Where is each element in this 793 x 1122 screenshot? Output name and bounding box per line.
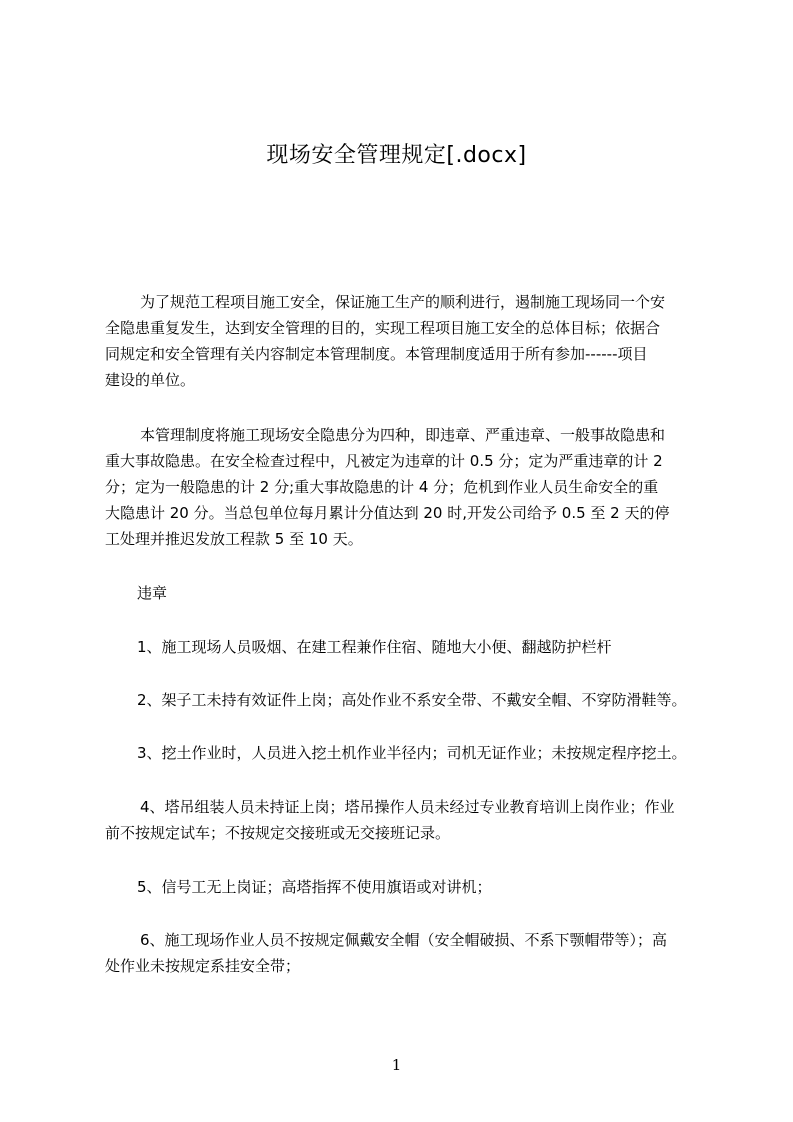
section-heading: 违章 [137, 584, 168, 602]
paragraph-line: 建设的单位。 [105, 371, 196, 389]
violation-item [137, 874, 492, 900]
scoring-paragraph [105, 422, 720, 552]
intro-paragraph [105, 289, 720, 393]
violation-item [105, 927, 667, 979]
violation-item-text: 3、挖土作业时，人员进入挖土机作业半径内；司机无证作业；未按规定程序挖土。 [137, 744, 687, 762]
violation-item-text: 2、架子工未持有效证件上岗；高处作业不系安全带、不戴安全帽、不穿防滑鞋等。 [137, 691, 687, 709]
violation-item-text: 4、塔吊组装人员未持证上岗；塔吊操作人员未经过专业教育培训上岗作业；作业 [140, 798, 675, 816]
violation-item-text: 前不按规定试车；不按规定交接班或无交接班记录。 [105, 824, 451, 842]
document-title: 现场安全管理规定[.docx] [266, 143, 527, 168]
violation-item-text: 1、施工现场人员吸烟、在建工程兼作住宿、随地大小便、翻越防护栏杆 [137, 638, 612, 656]
paragraph-line: 同规定和安全管理有关内容制定本管理制度。本管理制度适用于所有参加------项目 [105, 345, 648, 363]
violation-item [137, 740, 687, 766]
page-number: 1 [391, 1056, 402, 1074]
paragraph-line: 重大事故隐患。在安全检查过程中，凡被定为违章的计 0.5 分；定为严重违章的计 2 [105, 452, 663, 470]
violation-item-text: 6、施工现场作业人员不按规定佩戴安全帽（安全帽破损、不系下颚帽带等）；高 [140, 931, 668, 949]
violation-item-text: 5、信号工无上岗证；高塔指挥不使用旗语或对讲机； [137, 878, 492, 896]
paragraph-line: 全隐患重复发生，达到安全管理的目的，实现工程项目施工安全的总体目标；依据合 [105, 319, 661, 337]
paragraph-line: 大隐患计 20 分。当总包单位每月累计分值达到 20 时,开发公司给予 0.5 至 2 天的停 [105, 504, 670, 522]
violation-item [105, 794, 675, 846]
paragraph-line: 本管理制度将施工现场安全隐患分为四种，即违章、严重违章、一般事故隐患和 [140, 426, 666, 444]
violation-item [137, 687, 687, 713]
violation-item [137, 634, 612, 660]
paragraph-line: 为了规范工程项目施工安全，保证施工生产的顺利进行，遏制施工现场同一个安 [140, 293, 666, 311]
paragraph-line: 分；定为一般隐患的计 2 分;重大事故隐患的计 4 分；危机到作业人员生命安全的重 [105, 478, 659, 496]
violation-item-text: 处作业未按规定系挂安全带； [105, 957, 301, 975]
paragraph-line: 工处理并推迟发放工程款 5 至 10 天。 [105, 530, 363, 548]
